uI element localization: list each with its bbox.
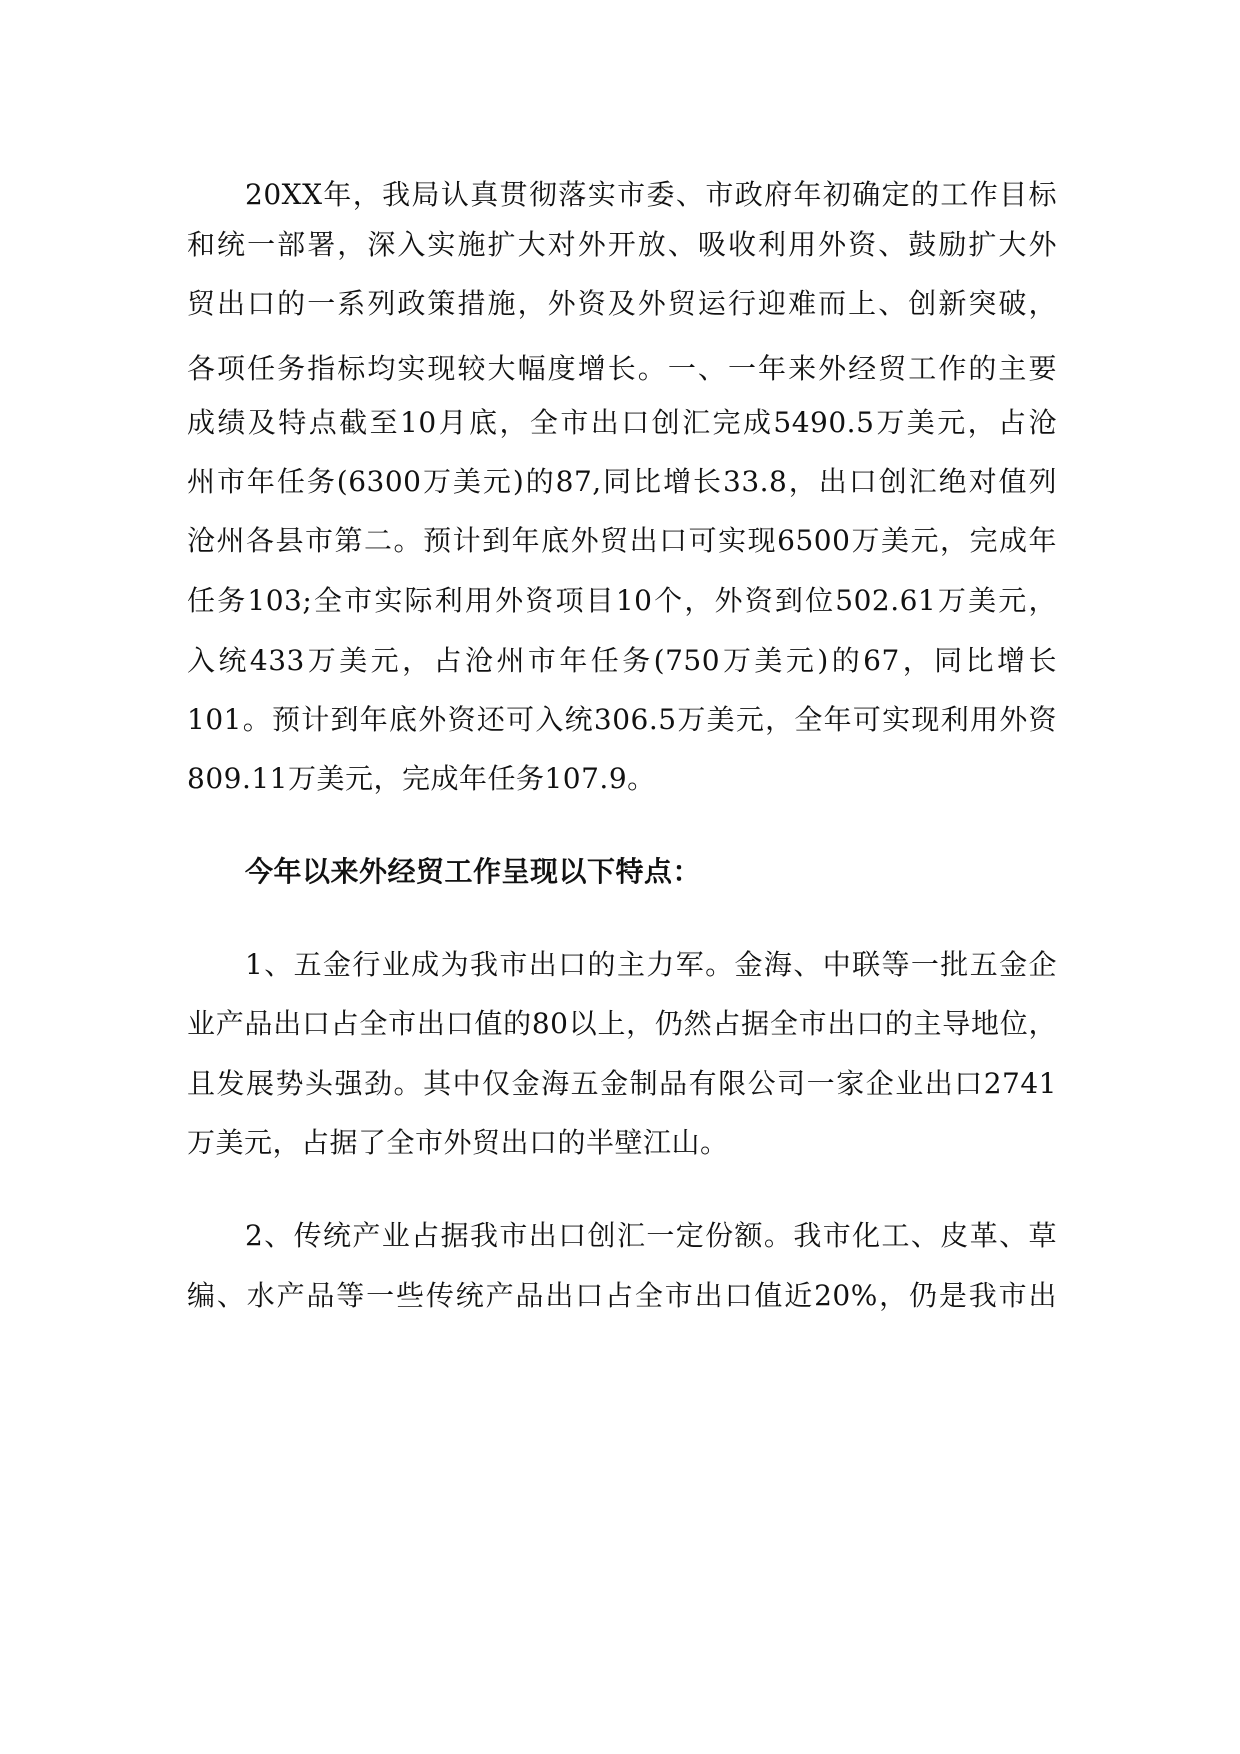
paragraph-1-line-2: 和统一部署，深入实施扩大对外开放、吸收利用外资、鼓励扩大外 — [187, 228, 1057, 261]
paragraph-1-line-11: 809.11万美元，完成年任务107.9。 — [187, 762, 656, 795]
paragraph-1-line-3: 贸出口的一系列政策措施，外资及外贸运行迎难而上、创新突破， — [187, 287, 1057, 320]
paragraph-2-line-1: 1、五金行业成为我市出口的主力军。金海、中联等一批五金企 — [245, 948, 1057, 981]
paragraph-1-line-8: 任务103;全市实际利用外资项目10个，外资到位502.61万美元， — [187, 584, 1057, 617]
paragraph-1-line-10: 101。预计到年底外资还可入统306.5万美元，全年可实现利用外资 — [187, 703, 1057, 736]
paragraph-1-line-7: 沧州各县市第二。预计到年底外贸出口可实现6500万美元，完成年 — [187, 524, 1057, 557]
paragraph-2-line-2: 业产品出口占全市出口值的80以上，仍然占据全市出口的主导地位， — [187, 1007, 1057, 1040]
paragraph-1-line-9: 入统433万美元，占沧州市年任务(750万美元)的67，同比增长 — [187, 644, 1057, 677]
paragraph-1-line-4: 各项任务指标均实现较大幅度增长。一、一年来外经贸工作的主要 — [187, 352, 1057, 385]
paragraph-2-line-4: 万美元，占据了全市外贸出口的半壁江山。 — [187, 1126, 729, 1159]
paragraph-2-line-3: 且发展势头强劲。其中仅金海五金制品有限公司一家企业出口2741 — [187, 1067, 1057, 1100]
paragraph-3-line-2: 编、水产品等一些传统产品出口占全市出口值近20%，仍是我市出 — [187, 1279, 1057, 1312]
paragraph-3-line-1: 2、传统产业占据我市出口创汇一定份额。我市化工、皮革、草 — [245, 1219, 1057, 1252]
section-heading: 今年以来外经贸工作呈现以下特点： — [245, 855, 702, 888]
paragraph-1-line-5: 成绩及特点截至10月底，全市出口创汇完成5490.5万美元，占沧 — [187, 406, 1057, 439]
paragraph-1-line-1: 20XX年，我局认真贯彻落实市委、市政府年初确定的工作目标 — [245, 178, 1057, 211]
paragraph-1-line-6: 州市年任务(6300万美元)的87,同比增长33.8，出口创汇绝对值列 — [187, 465, 1057, 498]
